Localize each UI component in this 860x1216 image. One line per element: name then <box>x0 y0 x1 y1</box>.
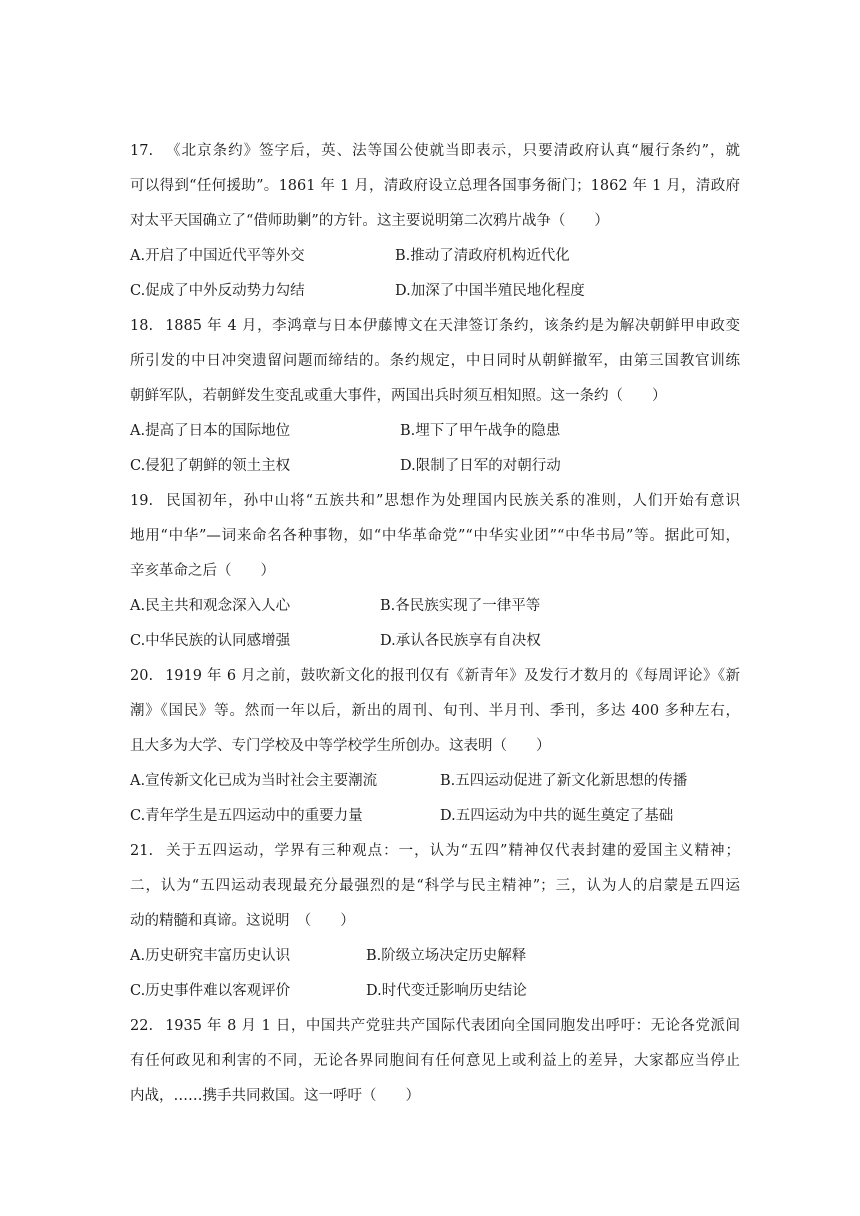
question-21-option-a: A.历史研究丰富历史认识 <box>130 948 291 964</box>
question-17-option-c: C.促成了中外反动势力勾结 <box>130 283 305 299</box>
question-18-line-2: 所引发的中日冲突遗留问题而缔结的。条约规定，中日同时从朝鲜撤军，由第三国教官训练 <box>130 353 740 369</box>
question-19-number: 19. <box>130 493 154 509</box>
question-22-line-3: 内战，……携手共同救国。这一呼吁（ ） <box>130 1088 420 1104</box>
question-17-line-3: 对太平天国确立了“借师助剿”的方针。这主要说明第二次鸦片战争（ ） <box>130 213 609 229</box>
question-18-number: 18. <box>130 318 154 334</box>
question-20-option-b: B.五四运动促进了新文化新思想的传播 <box>440 773 688 789</box>
question-20-line-2: 潮》《国民》等。然而一年以后，新出的周刊、旬刊、半月刊、季刊，多达 400 多种左右， <box>130 703 740 719</box>
question-21-option-b: B.阶级立场决定历史解释 <box>366 948 527 964</box>
question-17-option-d: D.加深了中国半殖民地化程度 <box>395 283 585 299</box>
question-19-option-c: C.中华民族的认同感增强 <box>130 633 291 649</box>
question-19-option-b: B.各民族实现了一律平等 <box>380 598 541 614</box>
question-19-option-d: D.承认各民族享有自决权 <box>380 633 541 649</box>
question-18-line-3: 朝鲜军队，若朝鲜发生变乱或重大事件，两国出兵时须互相知照。这一条约（ ） <box>130 388 667 404</box>
question-22-line-1: 22. 1935 年 8 月 1 日，中国共产党驻共产国际代表团向全国同胞发出呼吁：无论各党派间 <box>130 1018 740 1034</box>
question-22-number: 22. <box>130 1018 154 1034</box>
question-19-line-1: 19. 民国初年，孙中山将“五族共和”思想作为处理国内民族关系的准则，人们开始有意识 <box>130 493 740 509</box>
question-21-line-3: 动的精髓和真谛。这说明 （ ） <box>130 913 355 929</box>
question-21-option-d: D.时代变迁影响历史结论 <box>366 983 527 999</box>
question-17-option-a: A.开启了中国近代平等外交 <box>130 248 305 264</box>
question-20-option-c: C.青年学生是五四运动中的重要力量 <box>130 808 363 824</box>
question-21-line-2: 二，认为“五四运动表现最充分最强烈的是“科学与民主精神”；三，认为人的启蒙是五四运 <box>130 878 740 894</box>
question-20-option-a: A.宣传新文化已成为当时社会主要潮流 <box>130 773 378 789</box>
question-17-line-2: 可以得到“任何援助”。1861 年 1 月，清政府设立总理各国事务衙门；1862 年 1 月，清政府 <box>130 178 740 194</box>
question-17-line-1: 17. 《北京条约》签字后，英、法等国公使就当即表示，只要清政府认真“履行条约”，就 <box>130 143 740 159</box>
question-18-option-a: A.提高了日本的国际地位 <box>130 423 291 439</box>
question-19-line-2: 地用“中华”—词来命名各种事物，如“中华革命党”“中华实业团”“中华书局”等。据此可知， <box>130 528 740 544</box>
question-18-option-d: D.限制了日军的对朝行动 <box>400 458 561 474</box>
question-20-line-1: 20. 1919 年 6 月之前，鼓吹新文化的报刊仅有《新青年》及发行才数月的《每周评论》《新 <box>130 668 740 684</box>
question-18-option-c: C.侵犯了朝鲜的领土主权 <box>130 458 291 474</box>
question-19-line-3: 辛亥革命之后（ ） <box>130 563 275 579</box>
question-21-number: 21. <box>130 843 154 859</box>
question-20-number: 20. <box>130 668 154 684</box>
question-17-number: 17. <box>130 143 154 159</box>
question-22-line-2: 有任何政见和利害的不同，无论各界同胞间有任何意见上或利益上的差异，大家都应当停止 <box>130 1053 740 1069</box>
question-17-option-b: B.推动了清政府机构近代化 <box>395 248 570 264</box>
question-18-line-1: 18. 1885 年 4 月，李鸿章与日本伊藤博文在天津签订条约，该条约是为解决朝鲜甲申政变 <box>130 318 740 334</box>
question-20-option-d: D.五四运动为中共的诞生奠定了基础 <box>440 808 674 824</box>
question-21-option-c: C.历史事件难以客观评价 <box>130 983 291 999</box>
question-20-line-3: 且大多为大学、专门学校及中等学校学生所创办。这表明（ ） <box>130 738 551 754</box>
question-21-line-1: 21. 关于五四运动，学界有三种观点：一，认为“五四”精神仅代表封建的爱国主义精神； <box>130 843 740 859</box>
question-18-option-b: B.埋下了甲午战争的隐患 <box>400 423 561 439</box>
question-19-option-a: A.民主共和观念深入人心 <box>130 598 291 614</box>
